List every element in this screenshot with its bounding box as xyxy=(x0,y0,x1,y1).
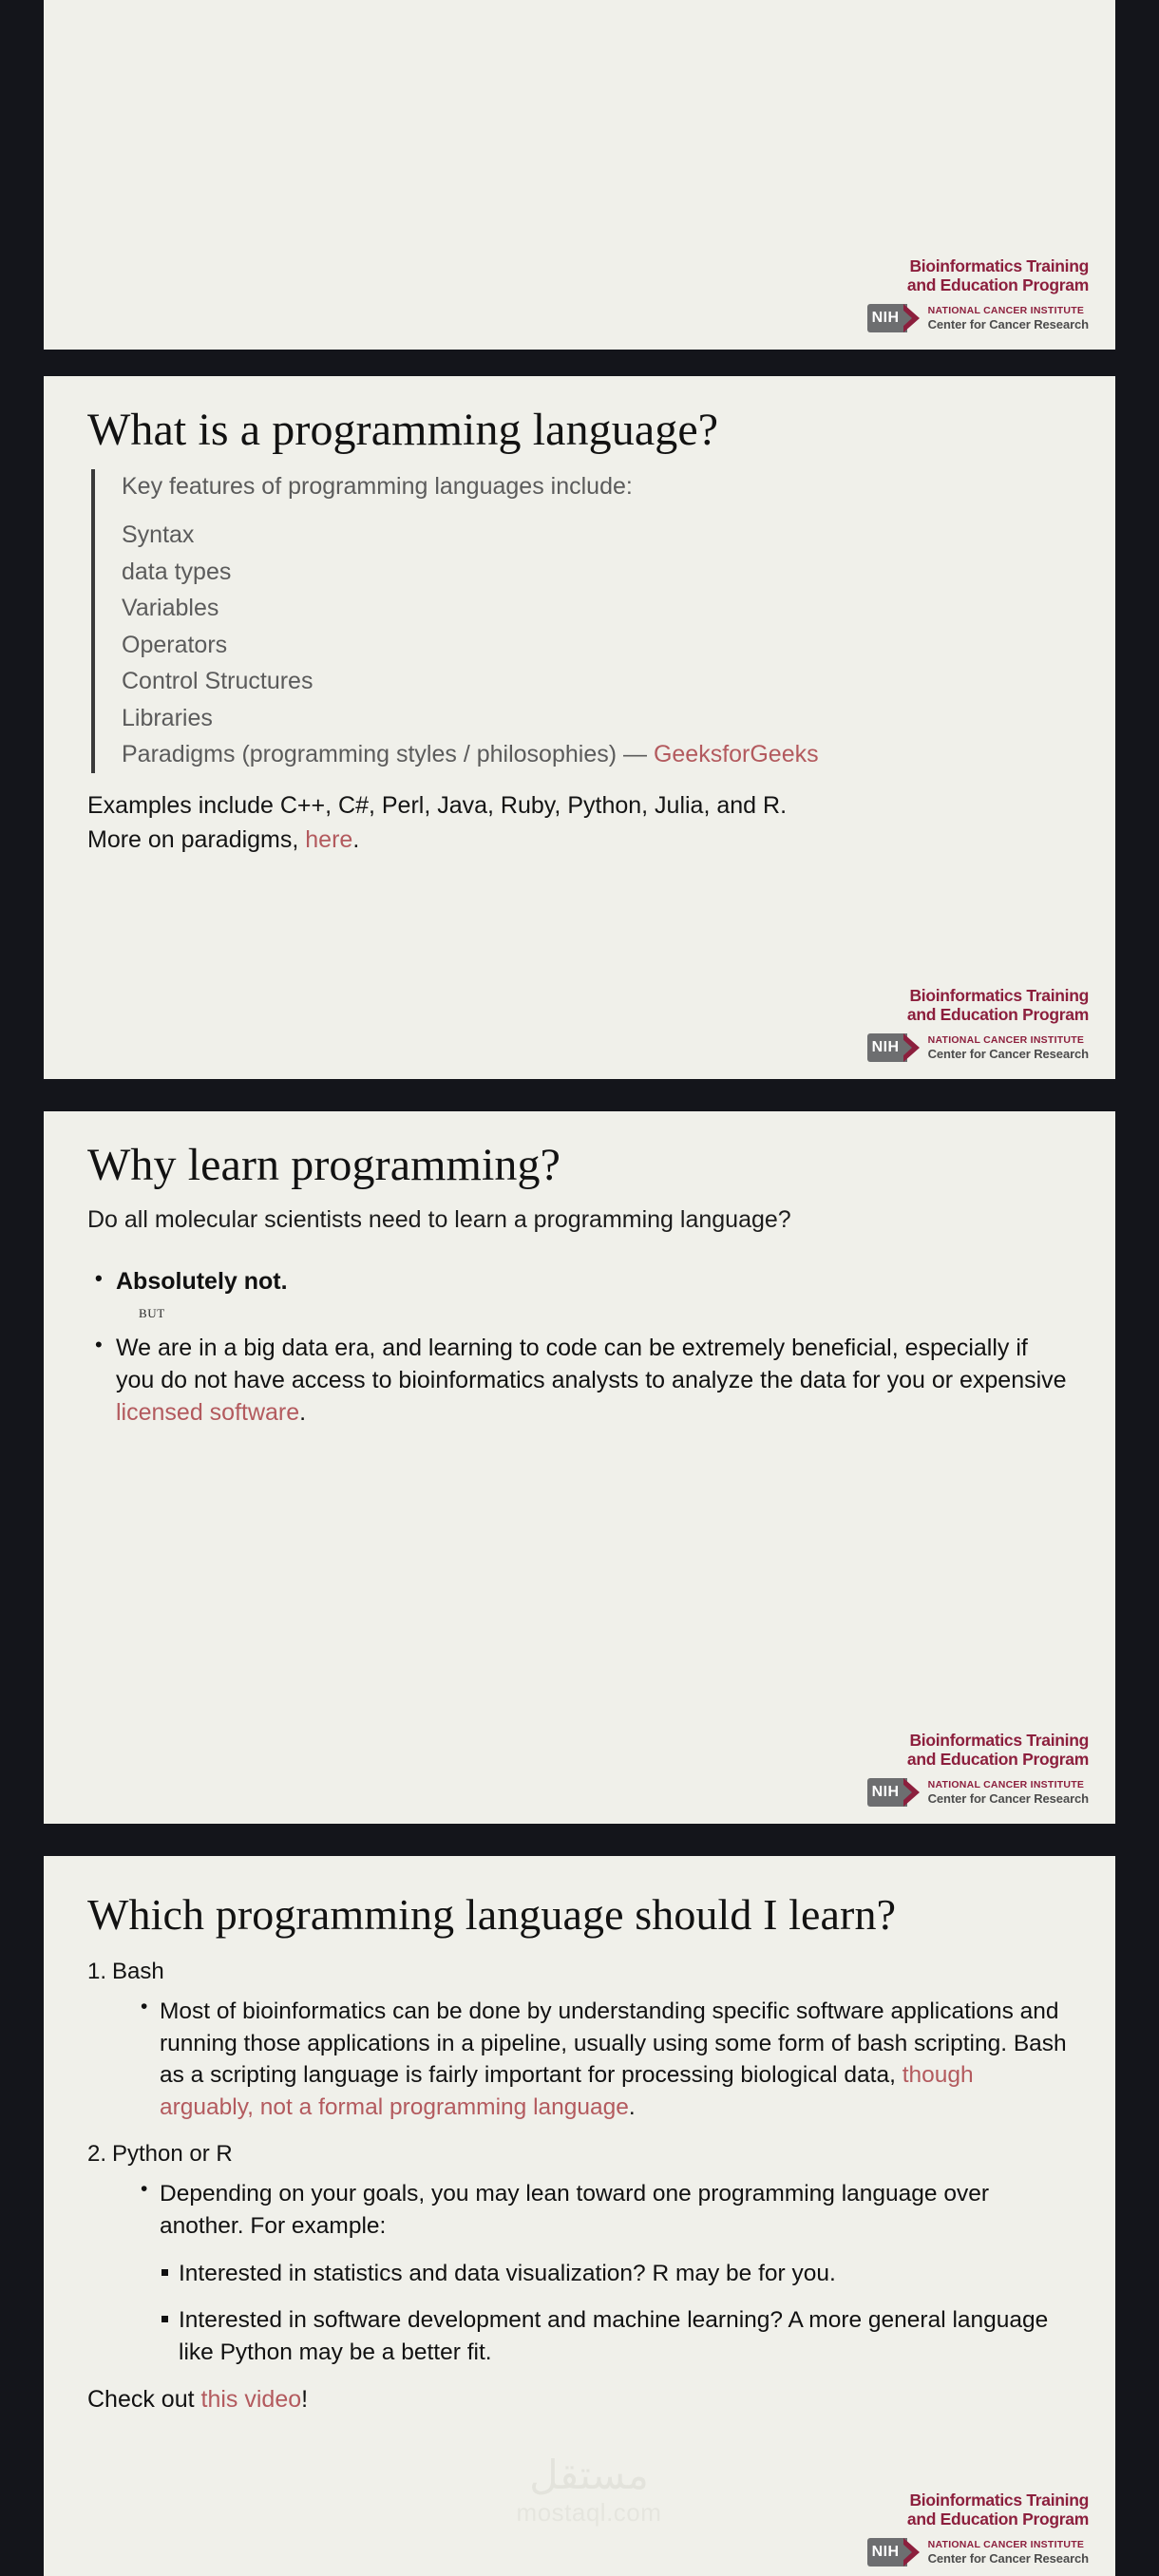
list-item-python-r xyxy=(87,2139,1072,2369)
list-item xyxy=(133,1996,1072,2124)
nci-line1: NATIONAL CANCER INSTITUTE xyxy=(927,1779,1085,1791)
bash-text: Most of bioinformatics can be done by understanding specific software applications and running those applications in a pipeline, usually using some form of bash scripting. Bash as a scripting language is fairly important for processing biological data, xyxy=(160,1998,1067,2089)
lede-question: Do all molecular scientists need to learn a programming language? xyxy=(87,1205,791,1233)
language-ordered-list xyxy=(87,1957,1072,2370)
list-item: Interested in statistics and data visualization? R may be for you. xyxy=(152,2258,1072,2290)
nih-lockup xyxy=(847,1778,1089,1807)
quote-item: Control Structures xyxy=(122,668,314,695)
btep-logo-line2: and Education Program xyxy=(906,2510,1089,2529)
quote-item: Syntax xyxy=(122,521,195,549)
nih-letters: NIH xyxy=(871,310,900,326)
btep-logo-line1: Bioinformatics Training xyxy=(909,2490,1089,2510)
nih-lockup xyxy=(847,1033,1089,1062)
nci-text xyxy=(928,1034,1089,1061)
big-data-text: We are in a big data era, and learning to code can be extremely beneficial, especially if you do not have access to bioinformatics analysts to analyze the data for you or expensive xyxy=(116,1334,1067,1393)
slide-body xyxy=(44,1111,1115,1824)
quote-item: data types xyxy=(122,558,232,585)
btep-logo xyxy=(847,2491,1089,2567)
key-features-blockquote xyxy=(91,469,1072,773)
btep-logo-line2: and Education Program xyxy=(906,1750,1089,1770)
watermark-domain: mostaql.com xyxy=(516,2498,662,2527)
nci-line1: NATIONAL CANCER INSTITUTE xyxy=(927,305,1085,317)
quote-item: Variables xyxy=(122,595,219,622)
nih-lockup xyxy=(847,304,1089,332)
nci-line2: Center for Cancer Research xyxy=(927,1046,1089,1061)
nci-line1: NATIONAL CANCER INSTITUTE xyxy=(927,2539,1085,2551)
examples-block xyxy=(87,788,1072,858)
geeksforgeeks-link[interactable]: GeeksforGeeks xyxy=(653,741,819,768)
nci-line2: Center for Cancer Research xyxy=(927,2550,1089,2566)
btep-logo xyxy=(847,1731,1089,1807)
nih-letters: NIH xyxy=(871,2544,900,2560)
list-item: • Absolutely not. xyxy=(87,1265,1072,1297)
nci-text xyxy=(928,305,1089,331)
list-item: • Depending on your goals, you may lean toward one programming language over another. For example: xyxy=(133,2178,1072,2243)
page-title: What is a programming language? xyxy=(87,405,719,455)
nih-badge-icon xyxy=(867,1778,921,1807)
page-title: Which programming language should I learn? xyxy=(87,1890,897,1939)
nci-text xyxy=(928,2539,1089,2566)
slide-partial-top[interactable] xyxy=(44,0,1115,350)
list-item-label: Bash xyxy=(112,1958,164,1984)
more-on-paradigms-period: . xyxy=(352,826,360,853)
btep-logo xyxy=(847,986,1089,1062)
btep-logo-line1: Bioinformatics Training xyxy=(909,1730,1089,1750)
bash-sublist xyxy=(133,1996,1072,2124)
slide-what-is-a-programming-language[interactable] xyxy=(44,376,1115,1079)
nih-letters: NIH xyxy=(871,1784,900,1800)
btep-logo-line2: and Education Program xyxy=(906,275,1089,295)
slide-why-learn-programming[interactable] xyxy=(44,1111,1115,1824)
list-number: 1. xyxy=(87,1958,107,1984)
quote-heading: Key features of programming languages include: xyxy=(122,472,633,500)
list-item-label: Python or R xyxy=(112,2140,233,2167)
quote-item: Operators xyxy=(122,631,228,658)
nci-line2: Center for Cancer Research xyxy=(927,316,1089,331)
licensed-software-link[interactable]: licensed software xyxy=(116,1398,300,1426)
slide-body xyxy=(44,376,1115,1079)
btep-logo-line2: and Education Program xyxy=(906,1005,1089,1025)
nci-line2: Center for Cancer Research xyxy=(927,1790,1089,1806)
quote-item-paradigms-text: Paradigms (programming styles / philosophies) — xyxy=(122,741,654,768)
bash-period: . xyxy=(628,2094,636,2121)
reasons-list xyxy=(87,1265,1072,1297)
nih-badge-icon xyxy=(867,2538,921,2567)
but-label: BUT xyxy=(139,1305,165,1320)
here-link[interactable]: here xyxy=(305,826,353,853)
reasons-list-2 xyxy=(87,1332,1072,1429)
nih-badge-icon xyxy=(867,1033,921,1062)
more-on-paradigms-line xyxy=(87,823,1072,857)
nih-badge-icon xyxy=(867,304,921,332)
quote-item-paradigms xyxy=(122,741,1072,769)
check-out-video-line xyxy=(87,2384,1072,2415)
btep-logo-line1: Bioinformatics Training xyxy=(909,256,1089,275)
nci-text xyxy=(928,1779,1089,1806)
examples-line: Examples include C++, C#, Perl, Java, Ruby, Python, Julia, and R. xyxy=(87,791,788,819)
btep-logo-line1: Bioinformatics Training xyxy=(909,985,1089,1005)
big-data-period: . xyxy=(299,1398,307,1426)
not-a-formal-language-link[interactable]: though arguably, not a formal programming language xyxy=(160,2062,974,2121)
nih-letters: NIH xyxy=(871,1039,900,1055)
python-r-examples xyxy=(152,2258,1072,2369)
slide-which-language-should-i-learn[interactable] xyxy=(44,1856,1115,2576)
check-out-suffix: ! xyxy=(301,2386,309,2414)
nih-lockup xyxy=(847,2538,1089,2567)
list-item xyxy=(87,1332,1072,1429)
watermark-arabic: مستقل xyxy=(529,2452,649,2498)
quote-item: Libraries xyxy=(122,704,213,731)
btep-logo xyxy=(847,256,1089,332)
nci-line1: NATIONAL CANCER INSTITUTE xyxy=(927,1034,1085,1047)
python-r-sublist xyxy=(133,2178,1072,2243)
more-on-paradigms-text: More on paradigms, xyxy=(87,826,306,853)
slide-body xyxy=(44,0,1115,350)
this-video-link[interactable]: this video xyxy=(200,2386,302,2414)
list-item-bash xyxy=(87,1957,1072,2124)
page-title: Why learn programming? xyxy=(87,1140,561,1190)
list-item: Interested in software development and machine learning? A more general language like Python may be a better fit. xyxy=(152,2304,1072,2369)
check-out-text: Check out xyxy=(87,2386,201,2414)
slide-body xyxy=(44,1856,1115,2576)
list-number: 2. xyxy=(87,2140,107,2167)
